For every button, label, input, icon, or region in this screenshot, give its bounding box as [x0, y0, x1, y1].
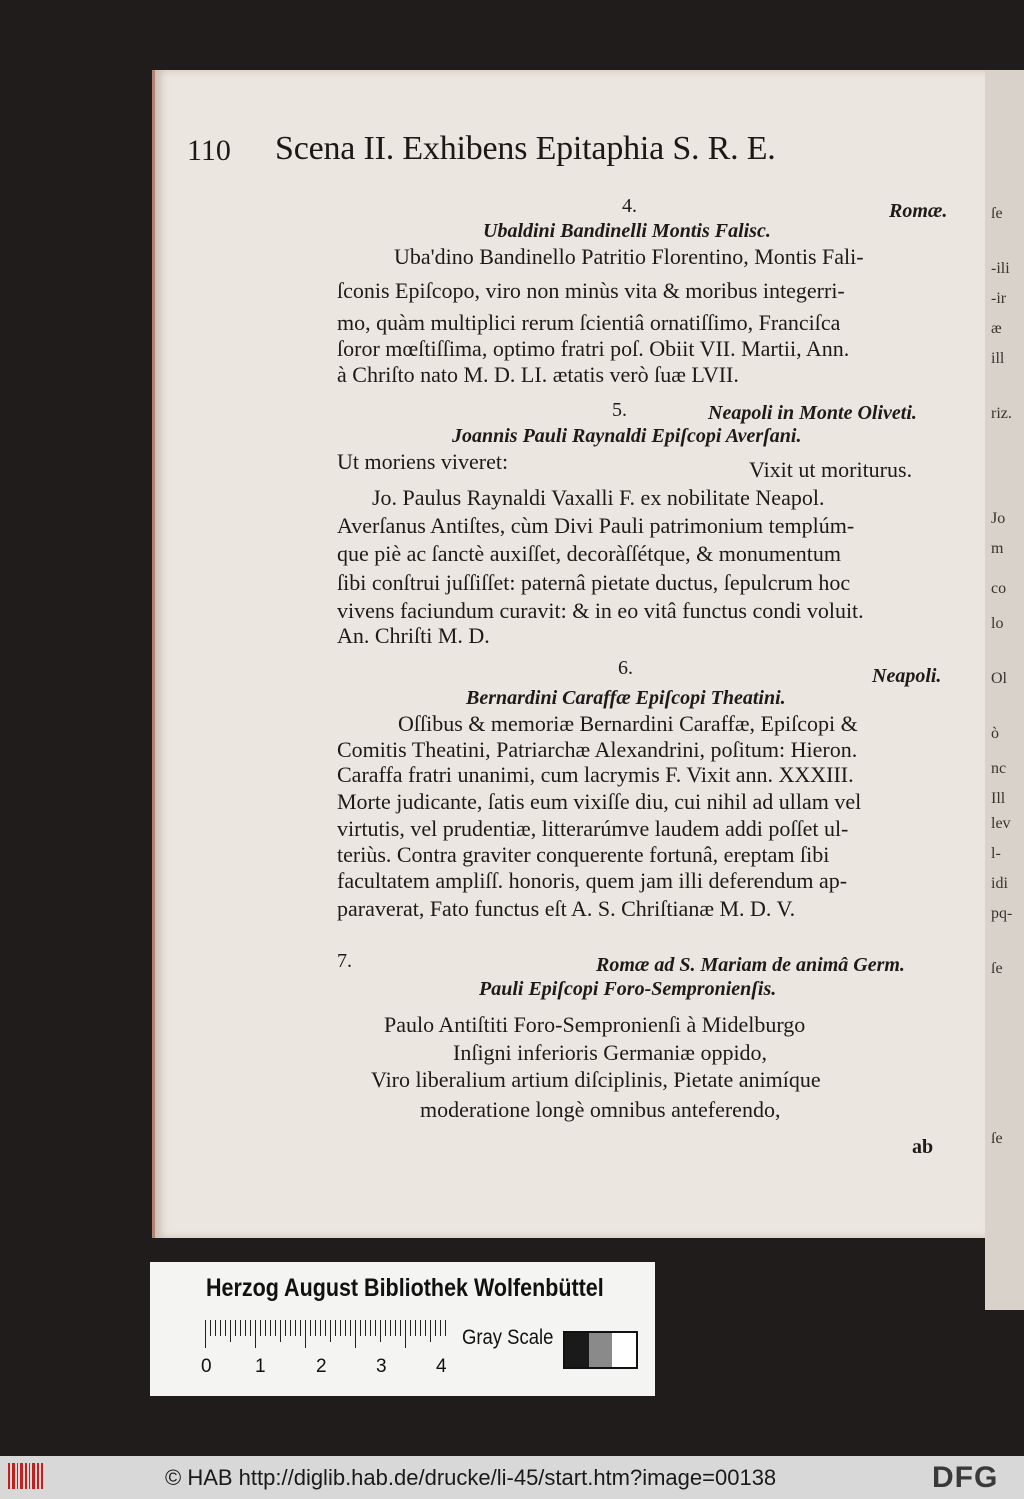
text-line: Oſſibus & memoriæ Bernardini Caraffæ, Epiſcopi &: [398, 711, 858, 736]
ruler-tick: [420, 1320, 421, 1336]
ruler-tick: [335, 1320, 336, 1336]
margin-fragment: riz.: [991, 405, 1012, 422]
entry-number: 5.: [612, 399, 627, 421]
ruler-tick: [260, 1320, 261, 1336]
text-line: teriùs. Contra graviter conquerente fortunâ, ereptam ſibi: [337, 842, 830, 867]
text-line: Jo. Paulus Raynaldi Vaxalli F. ex nobilitate Neapol.: [372, 485, 825, 510]
text-line: facultatem ampliſſ. honoris, quem jam illi deferendum ap-: [337, 868, 848, 893]
ruler-tick: [320, 1320, 321, 1336]
ruler-number: 1: [255, 1356, 266, 1377]
ruler-tick: [375, 1320, 376, 1336]
ruler-tick: [235, 1320, 236, 1336]
entry-number: 7.: [337, 950, 352, 972]
ruler-tick: [205, 1320, 206, 1348]
ruler-tick: [240, 1320, 241, 1336]
ruler-tick: [355, 1320, 356, 1348]
ruler-tick: [280, 1320, 281, 1342]
ruler-tick: [210, 1320, 211, 1336]
ruler-tick: [265, 1320, 266, 1336]
catchword: ab: [912, 1136, 934, 1158]
entry-place: Romæ ad S. Mariam de animâ Germ.: [596, 954, 905, 976]
ruler-tick: [435, 1320, 436, 1336]
text-line: vivens faciundum curavit: & in eo vitâ functus condi voluit.: [337, 598, 864, 623]
margin-fragment: ſe: [991, 1130, 1003, 1147]
entry-title: Bernardini Caraffæ Epiſcopi Theatini.: [466, 687, 786, 709]
entry-place: Neapoli.: [872, 665, 942, 687]
text-line: ſibi conſtrui juſſiſſet: paternâ pietate ductus, ſepulcrum hoc: [337, 570, 851, 595]
ruler-tick: [360, 1320, 361, 1336]
text-line: Uba'dino Bandinello Patritio Florentino, Montis Fali-: [394, 244, 864, 269]
margin-fragment: m: [991, 540, 1004, 557]
margin-fragment: æ: [991, 320, 1002, 337]
gray-swatch: [589, 1333, 613, 1367]
ruler-tick: [365, 1320, 366, 1336]
text-line: ſconis Epiſcopo, viro non minùs vita & moribus integerri-: [337, 278, 845, 303]
ruler-tick: [245, 1320, 246, 1336]
ruler-tick: [325, 1320, 326, 1336]
ruler-tick: [440, 1320, 441, 1336]
gray-scale-swatches: [563, 1331, 638, 1369]
gray-swatch: [612, 1333, 636, 1367]
ruler-tick: [215, 1320, 216, 1336]
text-line: Caraffa fratri unanimi, cum lacrymis F. Vixit ann. XXXIII.: [337, 762, 854, 787]
text-line: à Chriſto nato M. D. LI. ætatis verò ſuæ LVII.: [337, 362, 739, 387]
ruler-tick: [315, 1320, 316, 1336]
entry-title: Ubaldini Bandinelli Montis Falisc.: [483, 220, 771, 242]
ruler-tick: [350, 1320, 351, 1336]
running-head: [187, 130, 907, 178]
text-line: Averſanus Antiſtes, cùm Divi Pauli patrimonium templúm-: [337, 513, 855, 538]
margin-fragment: ò: [991, 725, 999, 742]
ruler-tick: [390, 1320, 391, 1336]
ruler-tick: [255, 1320, 256, 1348]
motto-left: Ut moriens viveret:: [337, 449, 509, 474]
ruler-tick: [225, 1320, 226, 1336]
text-line: Inſigni inferioris Germaniæ oppido,: [453, 1040, 768, 1065]
margin-fragment: ſe: [991, 205, 1003, 222]
ruler-tick: [275, 1320, 276, 1336]
ruler-number: 3: [376, 1356, 387, 1377]
gray-swatch: [565, 1333, 589, 1367]
ruler-number: 0: [201, 1356, 212, 1377]
margin-fragment: idi: [991, 875, 1008, 892]
margin-fragment: lo: [991, 615, 1004, 632]
margin-fragment: nc: [991, 760, 1007, 777]
ruler-tick: [270, 1320, 271, 1336]
footer-citation: © HAB http://diglib.hab.de/drucke/li-45/start.htm?image=00138: [165, 1465, 777, 1490]
text-line: Comitis Theatini, Patriarchæ Alexandrini, poſitum: Hieron.: [337, 737, 858, 762]
margin-fragment: Ol: [991, 670, 1007, 687]
ruler-tick: [410, 1320, 411, 1336]
margin-fragment: lev: [991, 815, 1011, 832]
entry-place: Romæ.: [889, 200, 948, 222]
margin-fragment: ſe: [991, 960, 1003, 977]
text-line: moderatione longè omnibus anteferendo,: [420, 1097, 781, 1122]
barcode-icon: [8, 1463, 48, 1489]
text-line: virtutis, vel prudentiæ, litterarúmve laudem addi poſſet ul-: [337, 816, 849, 841]
text-line: que piè ac ſanctè auxiſſet, decoràſſétque, & monumentum: [337, 541, 841, 566]
ruler-tick: [430, 1320, 431, 1342]
ruler-tick: [300, 1320, 301, 1336]
margin-fragment: pq-: [991, 905, 1013, 922]
entry-number: 4.: [622, 195, 637, 217]
text-line: Viro liberalium artium diſciplinis, Pietate animíque: [371, 1067, 821, 1092]
margin-fragment: -ili: [991, 260, 1010, 277]
entry-title: Joannis Pauli Raynaldi Epiſcopi Averſani.: [452, 425, 802, 447]
library-name: Herzog August Bibliothek Wolfenbüttel: [206, 1274, 604, 1302]
ruler-tick: [310, 1320, 311, 1336]
text-line: ſoror mœſtiſſima, optimo fratri poſ. Obiit VII. Martii, Ann.: [337, 336, 850, 361]
ruler-tick: [395, 1320, 396, 1336]
ruler-tick: [340, 1320, 341, 1336]
text-line: mo, quàm multiplici rerum ſcientiâ ornatiſſimo, Franciſca: [337, 310, 841, 335]
text-line: An. Chriſti M. D.: [337, 623, 490, 648]
ruler-tick: [290, 1320, 291, 1336]
ruler-tick: [305, 1320, 306, 1348]
running-title: Scena II. Exhibens Epitaphia S. R. E.: [275, 130, 776, 167]
ruler-tick: [380, 1320, 381, 1342]
ruler-tick: [220, 1320, 221, 1336]
ruler-tick: [370, 1320, 371, 1336]
ruler-tick: [425, 1320, 426, 1336]
ruler-tick: [250, 1320, 251, 1336]
margin-fragment: ill: [991, 350, 1005, 367]
ruler-tick: [330, 1320, 331, 1342]
entry-number: 6.: [618, 657, 633, 679]
ruler-tick: [415, 1320, 416, 1336]
text-line: Paulo Antiſtiti Foro-Sempronienſi à Midelburgo: [384, 1012, 806, 1037]
entry-title: Pauli Epiſcopi Foro-Sempronienſis.: [479, 978, 777, 1000]
text-line: Morte judicante, ſatis eum vixiſſe diu, cui nihil ad ullam vel: [337, 789, 862, 814]
gray-scale-label: Gray Scale: [462, 1326, 554, 1349]
ruler-tick: [385, 1320, 386, 1336]
margin-fragment: -ir: [991, 290, 1007, 307]
margin-fragment: co: [991, 580, 1007, 597]
margin-fragment: l-: [991, 845, 1001, 862]
margin-fragment: Ill: [991, 790, 1006, 807]
adjacent-page-strip: [985, 70, 1024, 1310]
ruler-tick: [405, 1320, 406, 1348]
text-line: paraverat, Fato functus eſt A. S. Chriſtianæ M. D. V.: [337, 896, 796, 921]
motto-right: Vixit ut moriturus.: [749, 457, 913, 482]
ruler-tick: [285, 1320, 286, 1336]
page-number: 110: [187, 134, 231, 167]
entry-place: Neapoli in Monte Oliveti.: [708, 402, 917, 424]
ruler-tick: [295, 1320, 296, 1336]
ruler-number: 2: [316, 1356, 327, 1377]
ruler-number: 4: [436, 1356, 447, 1377]
ruler-tick: [445, 1320, 446, 1336]
dfg-logo: DFG: [932, 1461, 999, 1494]
ruler-tick: [400, 1320, 401, 1336]
measurement-ruler: [205, 1320, 445, 1348]
ruler-tick: [345, 1320, 346, 1336]
ruler-tick: [230, 1320, 231, 1342]
margin-fragment: Jo: [991, 510, 1006, 527]
